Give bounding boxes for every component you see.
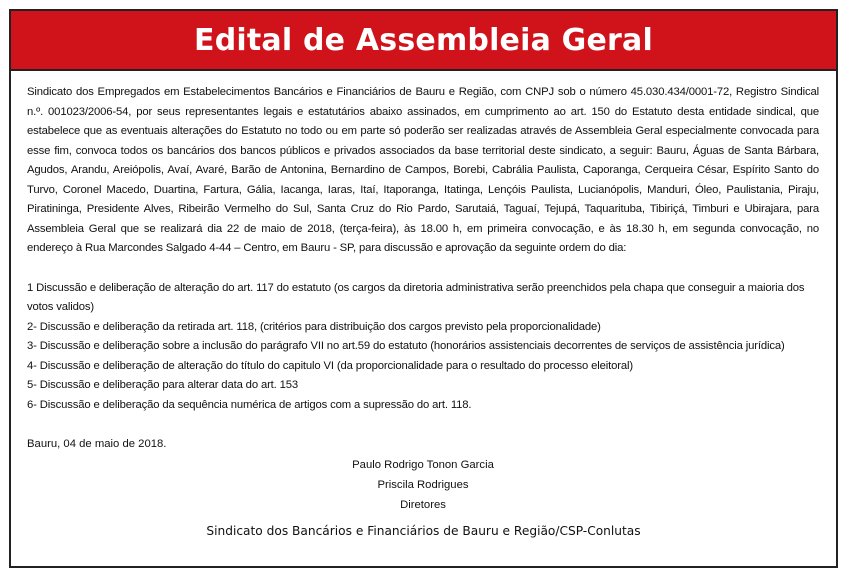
agenda-list — [27, 279, 819, 416]
notice-body — [27, 83, 819, 515]
agenda-item: 6- Discussão e deliberação da sequência numérica de artigos com a supressão do art. 118. — [27, 398, 472, 411]
agenda-item: 1 Discussão e deliberação de alteração do art. 117 do estatuto (os cargos da diretoria administrativa serão preenchidos pela chapa que conseguir a maioria dos votos validos) — [27, 281, 805, 313]
agenda-item: 4- Discussão e deliberação de alteração do título do capitulo VI (da proporcionalidade para o resultado do processo eleitoral) — [27, 359, 633, 372]
notice-frame — [9, 9, 838, 568]
agenda-item: 2- Discussão e deliberação da retirada art. 118, (critérios para distribuição dos cargos previsto pela proporcionalidade) — [27, 320, 601, 333]
signatory-role: Diretores — [400, 498, 446, 511]
signatory-name: Priscila Rodrigues — [377, 478, 469, 491]
intro-paragraph: Sindicato dos Empregados em Estabelecimentos Bancários e Financiários de Bauru e Região, com CNPJ sob o número 45.030.434/0001-72, Registro Sindical n.º. 001023/2006-54, por seus representantes legais e estatutários abaixo assinados, em cumprimento ao art. 150 do Estatuto desta entidade sindical, que estabelece que as eventuais alterações do Estatuto no todo ou em parte só poderão ser realizadas através de Assembleia Geral especialmente convocada para esse fim, convoca todos os bancários dos bancos públicos e privados associados da base territorial deste sindicato, a seguir: Bauru, Águas de Santa Bárbara, Agudos, Arandu, Areiópolis, Avaí, Avaré, Barão de Antonina, Bernardino de Campos, Borebi, Cabrália Paulista, Caporanga, Cerqueira César, Espírito Santo do Turvo, Coronel Macedo, Duartina, Fartura, Gália, Iacanga, Iaras, Itaí, Itaporanga, Itatinga, Lençóis Paulista, Lucianópolis, Manduri, Óleo, Paulistania, Piraju, Piratininga, Presidente Alves, Ribeirão Vermelho do Sul, Santa Cruz do Rio Pardo, Sarutaiá, Taguaí, Tejupá, Taquarituba, Tibiriçá, Timburi e Ubirajara, para Assembleia Geral que se realizará dia 22 de maio de 2018, (terça-feira), às 18.00 h, em primeira convocação, e às 18.30 h, em segunda convocação, no endereço à Rua Marcondes Salgado 4-44 – Centro, em Bauru - SP, para discussão e aprovação da seguinte ordem do dia: — [27, 86, 819, 254]
agenda-item: 5- Discussão e deliberação para alterar data do art. 153 — [27, 379, 299, 391]
signature-block — [27, 455, 819, 515]
footer-organization: Sindicato dos Bancários e Financiários de Bauru e Região/CSP-Conlutas — [206, 524, 641, 538]
notice-title: Edital de Assembleia Geral — [194, 22, 653, 58]
signatory-name: Paulo Rodrigo Tonon Garcia — [352, 458, 494, 471]
date-line: Bauru, 04 de maio de 2018. — [27, 438, 167, 450]
agenda-item: 3- Discussão e deliberação sobre a inclusão do parágrafo VII no art.59 do estatuto (honorários assistenciais decorrentes de serviços de assistência jurídica) — [27, 340, 785, 352]
title-banner — [11, 11, 836, 71]
